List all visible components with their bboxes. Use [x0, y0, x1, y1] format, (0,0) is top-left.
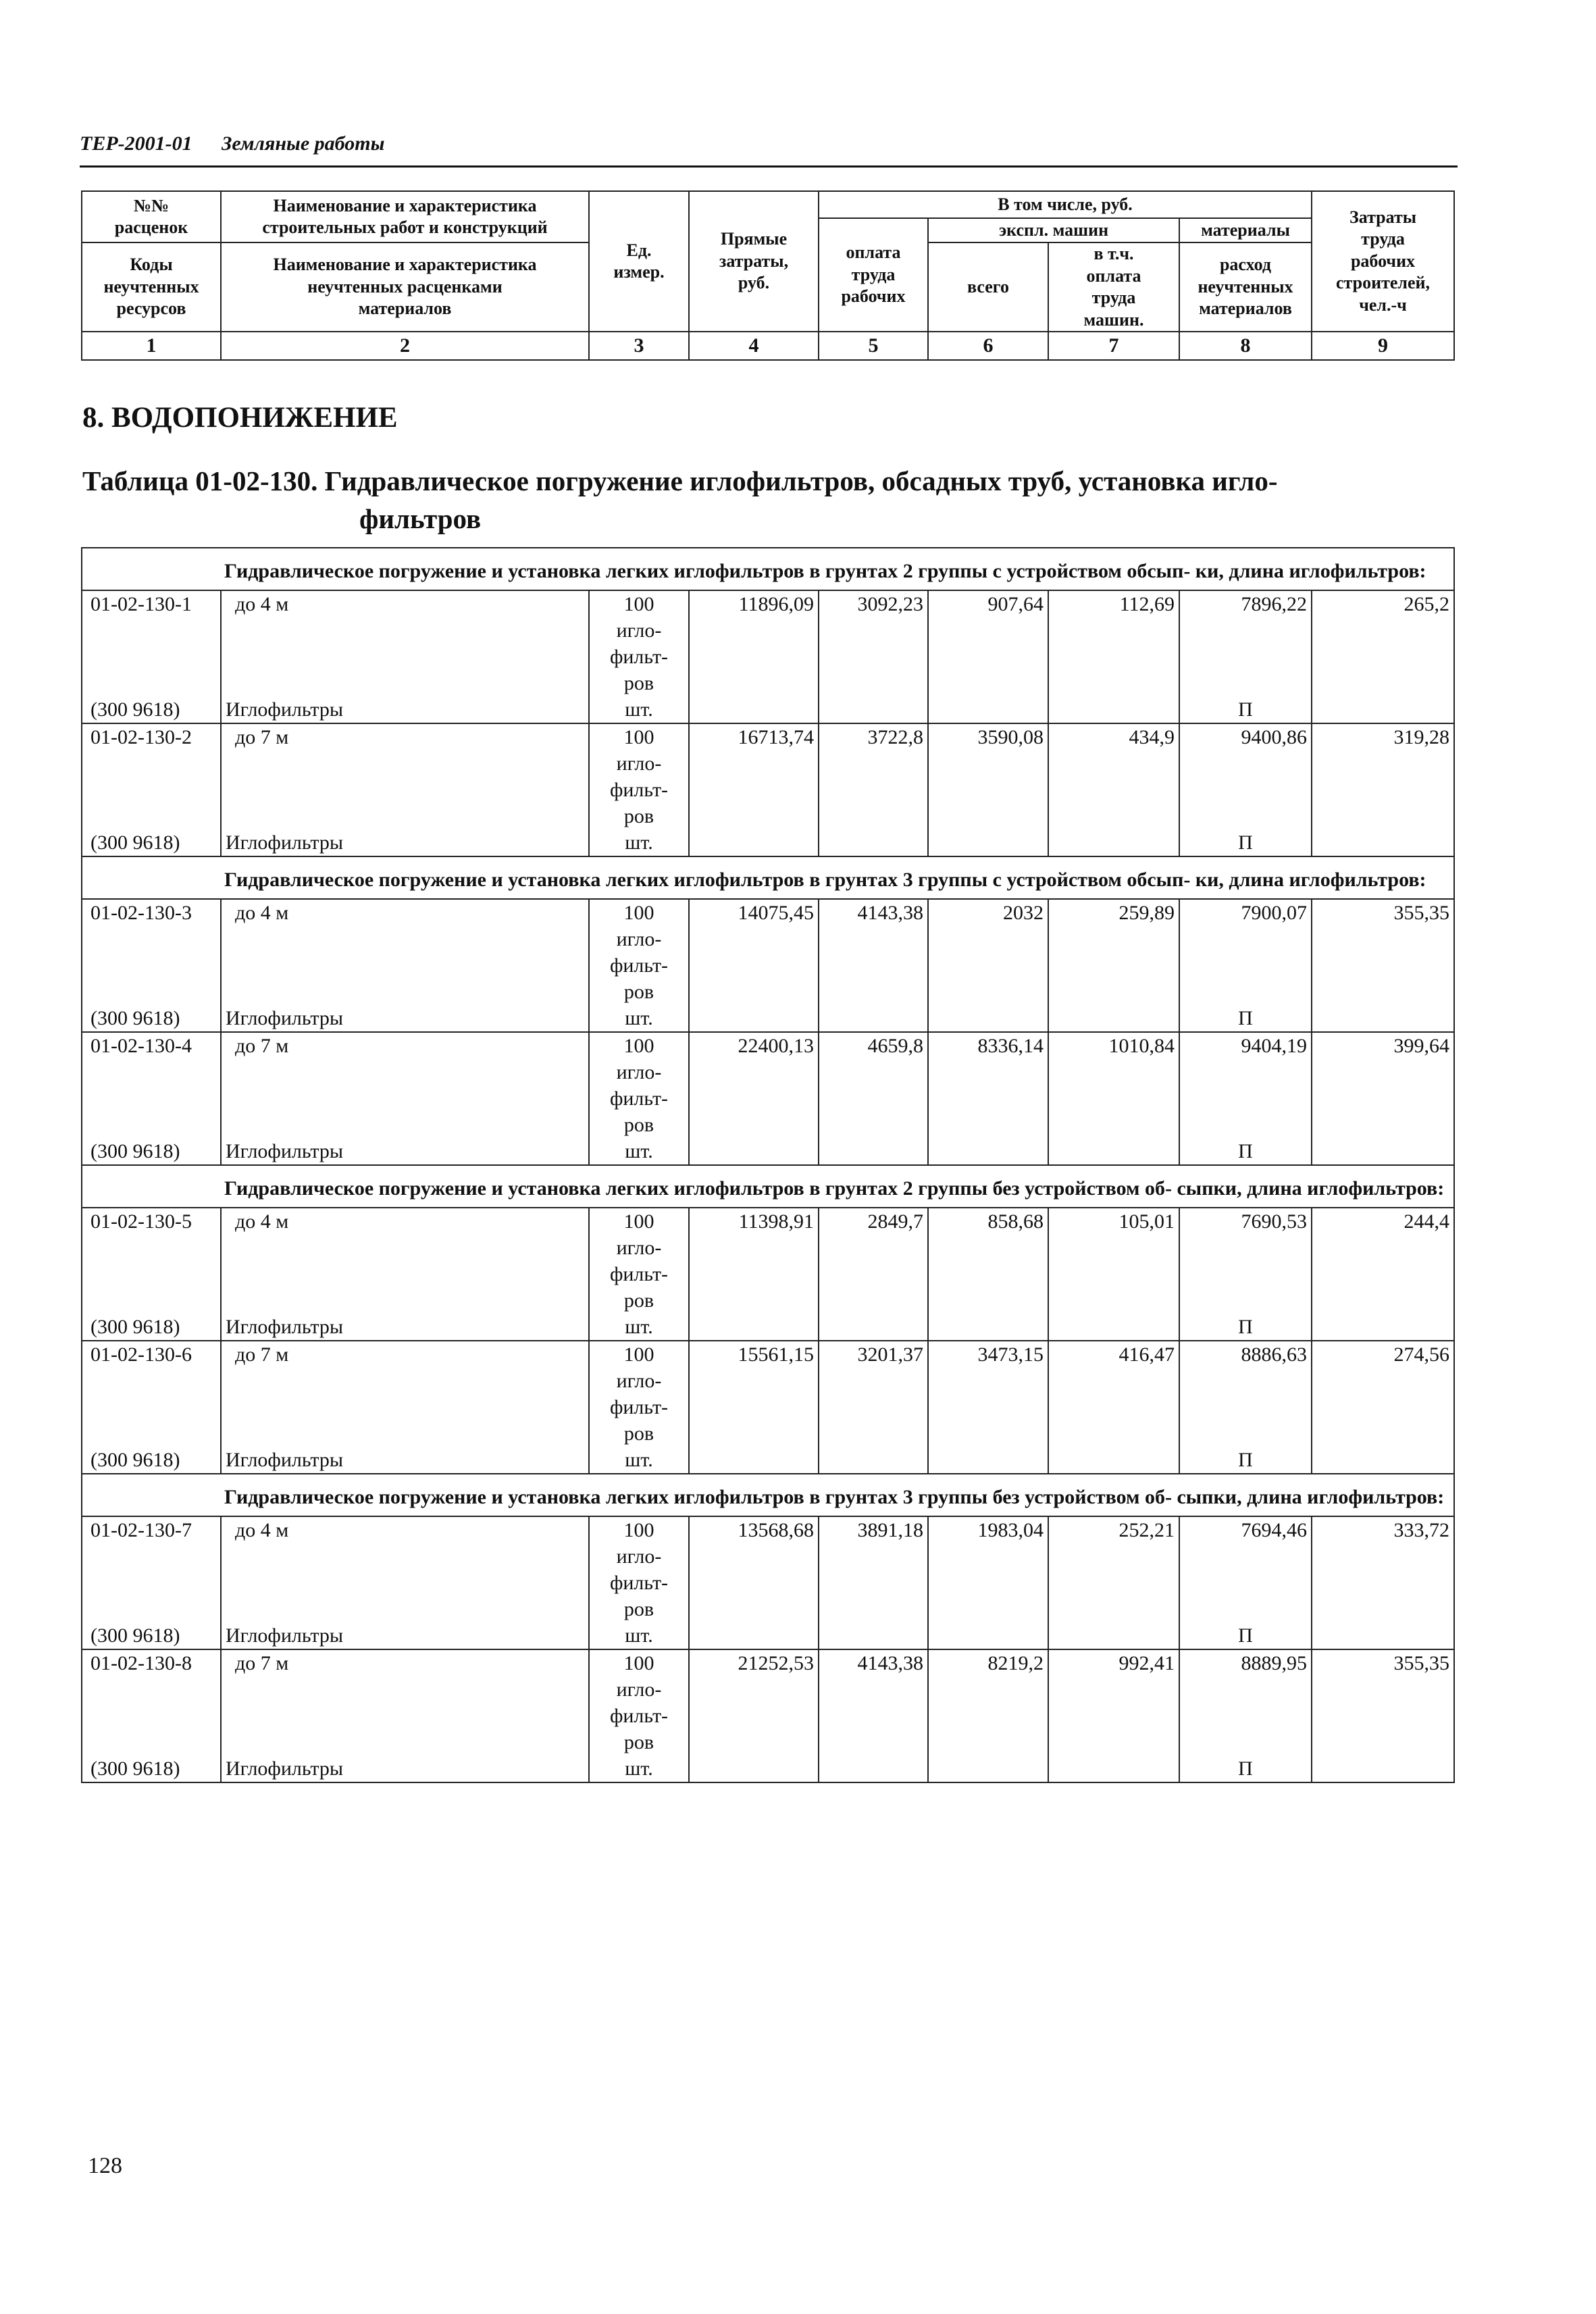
machines-total: 3473,15: [977, 1343, 1044, 1366]
header-labor-hours: Затраты труда рабочих строителей, чел.-ч: [1312, 191, 1454, 332]
worker-pay-cell: [819, 723, 928, 856]
material-consumption: П: [1238, 1140, 1253, 1162]
column-number: 4: [689, 332, 819, 360]
worker-pay-cell: [819, 1208, 928, 1341]
resource-code: (300 9618): [91, 1757, 180, 1780]
machine-operator-pay: 992,41: [1118, 1652, 1175, 1674]
work-name-cell: [221, 723, 589, 856]
labor-hours: 265,2: [1404, 593, 1450, 615]
worker-pay: 4659,8: [867, 1035, 923, 1057]
work-name: до 7 м: [235, 726, 289, 748]
machines-total-cell: [928, 1032, 1048, 1165]
materials-cell: [1179, 1649, 1312, 1782]
rate-code-cell: [82, 1341, 221, 1474]
column-number: 3: [589, 332, 689, 360]
rate-code-cell: [82, 1032, 221, 1165]
resource-unit: шт.: [625, 1449, 653, 1471]
direct-costs-cell: [689, 723, 819, 856]
rate-code: 01-02-130-5: [91, 1210, 192, 1233]
materials-cell: [1179, 1341, 1312, 1474]
materials-cost: 7694,46: [1241, 1519, 1307, 1541]
column-number-row: [82, 332, 1454, 360]
header-unit: Ед. измер.: [589, 191, 689, 332]
machine-operator-pay-cell: [1048, 723, 1179, 856]
rate-code-cell: [82, 1208, 221, 1341]
rate-code-cell: [82, 723, 221, 856]
table-row: [82, 1032, 1454, 1165]
column-number: 6: [928, 332, 1048, 360]
work-name-cell: [221, 1649, 589, 1782]
unit-cell: 100 игло- фильт- ров шт.: [589, 1208, 689, 1341]
machines-total-cell: [928, 899, 1048, 1032]
rate-code: 01-02-130-6: [91, 1343, 192, 1366]
material-name: Иглофильтры: [226, 1449, 344, 1471]
machine-operator-pay: 416,47: [1118, 1343, 1175, 1366]
rate-code-cell: [82, 899, 221, 1032]
unit-cell: 100 игло- фильт- ров шт.: [589, 899, 689, 1032]
labor-hours-cell: [1312, 899, 1454, 1032]
labor-hours: 355,35: [1393, 902, 1450, 924]
group-header-row: [82, 856, 1454, 899]
materials-cell: [1179, 1516, 1312, 1649]
labor-hours: 399,64: [1393, 1035, 1450, 1057]
labor-hours-cell: [1312, 1649, 1454, 1782]
materials-cell: [1179, 899, 1312, 1032]
worker-pay-cell: [819, 590, 928, 723]
header-rate-number: №№ расценок: [82, 191, 221, 242]
machine-operator-pay: 1010,84: [1108, 1035, 1175, 1057]
direct-costs: 16713,74: [738, 726, 814, 748]
material-name: Иглофильтры: [226, 1757, 344, 1780]
direct-costs-cell: [689, 1341, 819, 1474]
resource-code: (300 9618): [91, 698, 180, 721]
labor-hours: 319,28: [1393, 726, 1450, 748]
labor-hours: 244,4: [1404, 1210, 1450, 1233]
group-description: Гидравлическое погружение и установка легких иглофильтров в грунтах 2 группы с устройством обсып- ки, длина иглофильтров:: [82, 548, 1454, 590]
resource-code: (300 9618): [91, 831, 180, 854]
machines-total: 8219,2: [987, 1652, 1044, 1674]
unit-cell: 100 игло- фильт- ров шт.: [589, 1341, 689, 1474]
header-resource-codes: Коды неучтенных ресурсов: [82, 242, 221, 332]
rate-code: 01-02-130-7: [91, 1519, 192, 1541]
running-head: [80, 132, 384, 155]
header-machines-total: всего: [928, 242, 1048, 332]
column-number: 5: [819, 332, 928, 360]
materials-cell: [1179, 1032, 1312, 1165]
document-title: Земляные работы: [222, 132, 385, 155]
worker-pay-cell: [819, 1032, 928, 1165]
direct-costs-cell: [689, 1032, 819, 1165]
machines-total-cell: [928, 590, 1048, 723]
worker-pay: 3891,18: [857, 1519, 923, 1541]
table-row: [82, 723, 1454, 856]
worker-pay-cell: [819, 1516, 928, 1649]
table-row: [82, 899, 1454, 1032]
materials-cost: 7690,53: [1241, 1210, 1307, 1233]
work-name-cell: [221, 590, 589, 723]
rate-code: 01-02-130-3: [91, 902, 192, 924]
section-title: 8. ВОДОПОНИЖЕНИЕ: [82, 402, 398, 434]
rates-table: [81, 547, 1455, 1783]
resource-unit: шт.: [625, 831, 653, 854]
materials-cost: 7896,22: [1241, 593, 1307, 615]
header-material-names: Наименование и характеристика неучтенных расценками материалов: [221, 242, 589, 332]
header-machines: экспл. машин: [928, 218, 1179, 242]
work-name: до 4 м: [235, 593, 289, 615]
resource-unit: шт.: [625, 698, 653, 721]
material-consumption: П: [1238, 698, 1253, 721]
resource-unit: шт.: [625, 1757, 653, 1780]
rate-code: 01-02-130-1: [91, 593, 192, 615]
work-name: до 4 м: [235, 1210, 289, 1233]
unit-cell: 100 игло- фильт- ров шт.: [589, 1516, 689, 1649]
page-number: 128: [88, 2153, 122, 2178]
materials-cell: [1179, 590, 1312, 723]
header-direct-costs: Прямые затраты, руб.: [689, 191, 819, 332]
direct-costs-cell: [689, 899, 819, 1032]
rate-code: 01-02-130-4: [91, 1035, 192, 1057]
table-row: [82, 1341, 1454, 1474]
table-row: [82, 590, 1454, 723]
worker-pay: 3201,37: [857, 1343, 923, 1366]
labor-hours: 333,72: [1393, 1519, 1450, 1541]
column-number: 9: [1312, 332, 1454, 360]
material-consumption: П: [1238, 1007, 1253, 1029]
direct-costs: 11398,91: [738, 1210, 814, 1233]
resource-code: (300 9618): [91, 1316, 180, 1338]
group-description: Гидравлическое погружение и установка легких иглофильтров в грунтах 3 группы без устройством об- сыпки, длина иглофильтров:: [82, 1474, 1454, 1516]
machines-total: 2032: [1003, 902, 1044, 924]
work-name-cell: [221, 1208, 589, 1341]
unit-cell: 100 игло- фильт- ров шт.: [589, 1649, 689, 1782]
rate-code-cell: [82, 1649, 221, 1782]
header-work-name: Наименование и характеристика строительных работ и конструкций: [221, 191, 589, 242]
group-header-row: [82, 548, 1454, 590]
direct-costs-cell: [689, 590, 819, 723]
labor-hours-cell: [1312, 1516, 1454, 1649]
unit-cell: 100 игло- фильт- ров шт.: [589, 590, 689, 723]
unit-cell: 100 игло- фильт- ров шт.: [589, 723, 689, 856]
column-number: 1: [82, 332, 221, 360]
machines-total: 8336,14: [977, 1035, 1044, 1057]
labor-hours-cell: [1312, 1208, 1454, 1341]
worker-pay: 3722,8: [867, 726, 923, 748]
worker-pay-cell: [819, 1341, 928, 1474]
resource-code: (300 9618): [91, 1007, 180, 1029]
labor-hours-cell: [1312, 1341, 1454, 1474]
column-number: 2: [221, 332, 589, 360]
worker-pay: 4143,38: [857, 1652, 923, 1674]
header-including: В том числе, руб.: [819, 191, 1312, 218]
resource-unit: шт.: [625, 1316, 653, 1338]
materials-cost: 7900,07: [1241, 902, 1307, 924]
worker-pay: 2849,7: [867, 1210, 923, 1233]
materials-cost: 9400,86: [1241, 726, 1307, 748]
work-name: до 7 м: [235, 1652, 289, 1674]
work-name: до 7 м: [235, 1035, 289, 1057]
table-row: [82, 1516, 1454, 1649]
machine-operator-pay-cell: [1048, 1341, 1179, 1474]
machines-total: 1983,04: [977, 1519, 1044, 1541]
labor-hours-cell: [1312, 1032, 1454, 1165]
work-name-cell: [221, 1032, 589, 1165]
machines-total: 858,68: [987, 1210, 1044, 1233]
work-name-cell: [221, 1516, 589, 1649]
machines-total-cell: [928, 1516, 1048, 1649]
group-header-row: [82, 1165, 1454, 1208]
material-name: Иглофильтры: [226, 831, 344, 854]
machine-operator-pay-cell: [1048, 899, 1179, 1032]
group-description: Гидравлическое погружение и установка легких иглофильтров в грунтах 2 группы без устройством об- сыпки, длина иглофильтров:: [82, 1165, 1454, 1208]
column-number: 7: [1048, 332, 1179, 360]
machines-total-cell: [928, 1649, 1048, 1782]
labor-hours: 355,35: [1393, 1652, 1450, 1674]
material-name: Иглофильтры: [226, 1624, 344, 1647]
machine-operator-pay-cell: [1048, 1649, 1179, 1782]
labor-hours-cell: [1312, 723, 1454, 856]
work-name: до 4 м: [235, 1519, 289, 1541]
direct-costs: 15561,15: [738, 1343, 814, 1366]
table-row: [82, 1208, 1454, 1341]
header-materials: материалы: [1179, 218, 1312, 242]
direct-costs-cell: [689, 1649, 819, 1782]
resource-code: (300 9618): [91, 1140, 180, 1162]
labor-hours: 274,56: [1393, 1343, 1450, 1366]
group-header-row: [82, 1474, 1454, 1516]
group-description: Гидравлическое погружение и установка легких иглофильтров в грунтах 3 группы с устройством обсып- ки, длина иглофильтров:: [82, 856, 1454, 899]
work-name: до 4 м: [235, 902, 289, 924]
materials-cost: 9404,19: [1241, 1035, 1307, 1057]
machine-operator-pay-cell: [1048, 590, 1179, 723]
direct-costs-cell: [689, 1516, 819, 1649]
machine-operator-pay: 112,69: [1119, 593, 1175, 615]
material-name: Иглофильтры: [226, 1140, 344, 1162]
machines-total-cell: [928, 723, 1048, 856]
column-number: 8: [1179, 332, 1312, 360]
work-name-cell: [221, 899, 589, 1032]
machine-operator-pay: 105,01: [1118, 1210, 1175, 1233]
header-machine-operator-pay: в т.ч. оплата труда машин.: [1048, 242, 1179, 332]
material-name: Иглофильтры: [226, 698, 344, 721]
worker-pay: 4143,38: [857, 902, 923, 924]
material-consumption: П: [1238, 831, 1253, 854]
resource-code: (300 9618): [91, 1624, 180, 1647]
worker-pay: 3092,23: [857, 593, 923, 615]
material-name: Иглофильтры: [226, 1316, 344, 1338]
material-consumption: П: [1238, 1624, 1253, 1647]
resource-code: (300 9618): [91, 1449, 180, 1471]
materials-cell: [1179, 723, 1312, 856]
header-rule: [80, 165, 1458, 168]
column-header-table: [81, 190, 1455, 361]
materials-cost: 8889,95: [1241, 1652, 1307, 1674]
table-row: [82, 1649, 1454, 1782]
direct-costs: 11896,09: [738, 593, 814, 615]
material-consumption: П: [1238, 1316, 1253, 1338]
direct-costs-cell: [689, 1208, 819, 1341]
machine-operator-pay: 434,9: [1129, 726, 1175, 748]
machines-total-cell: [928, 1341, 1048, 1474]
resource-unit: шт.: [625, 1007, 653, 1029]
rate-code: 01-02-130-8: [91, 1652, 192, 1674]
header-material-consumption: расход неучтенных материалов: [1179, 242, 1312, 332]
worker-pay-cell: [819, 1649, 928, 1782]
machine-operator-pay: 252,21: [1118, 1519, 1175, 1541]
machines-total: 907,64: [987, 593, 1044, 615]
worker-pay-cell: [819, 899, 928, 1032]
materials-cost: 8886,63: [1241, 1343, 1307, 1366]
labor-hours-cell: [1312, 590, 1454, 723]
direct-costs: 14075,45: [738, 902, 814, 924]
machine-operator-pay-cell: [1048, 1516, 1179, 1649]
material-consumption: П: [1238, 1757, 1253, 1780]
machine-operator-pay-cell: [1048, 1208, 1179, 1341]
direct-costs: 21252,53: [738, 1652, 814, 1674]
machine-operator-pay: 259,89: [1118, 902, 1175, 924]
direct-costs: 13568,68: [738, 1519, 814, 1541]
machine-operator-pay-cell: [1048, 1032, 1179, 1165]
rate-code-cell: [82, 1516, 221, 1649]
resource-unit: шт.: [625, 1140, 653, 1162]
machines-total-cell: [928, 1208, 1048, 1341]
rate-code-cell: [82, 590, 221, 723]
materials-cell: [1179, 1208, 1312, 1341]
header-worker-pay: оплата труда рабочих: [819, 218, 928, 332]
machines-total: 3590,08: [977, 726, 1044, 748]
direct-costs: 22400,13: [738, 1035, 814, 1057]
material-name: Иглофильтры: [226, 1007, 344, 1029]
resource-unit: шт.: [625, 1624, 653, 1647]
material-consumption: П: [1238, 1449, 1253, 1471]
work-name: до 7 м: [235, 1343, 289, 1366]
table-title: Таблица 01-02-130. Гидравлическое погружение иглофильтров, обсадных труб, установка игло- фильтров: [82, 465, 1278, 534]
unit-cell: 100 игло- фильт- ров шт.: [589, 1032, 689, 1165]
document-code: ТЕР-2001-01: [80, 132, 192, 155]
rate-code: 01-02-130-2: [91, 726, 192, 748]
work-name-cell: [221, 1341, 589, 1474]
